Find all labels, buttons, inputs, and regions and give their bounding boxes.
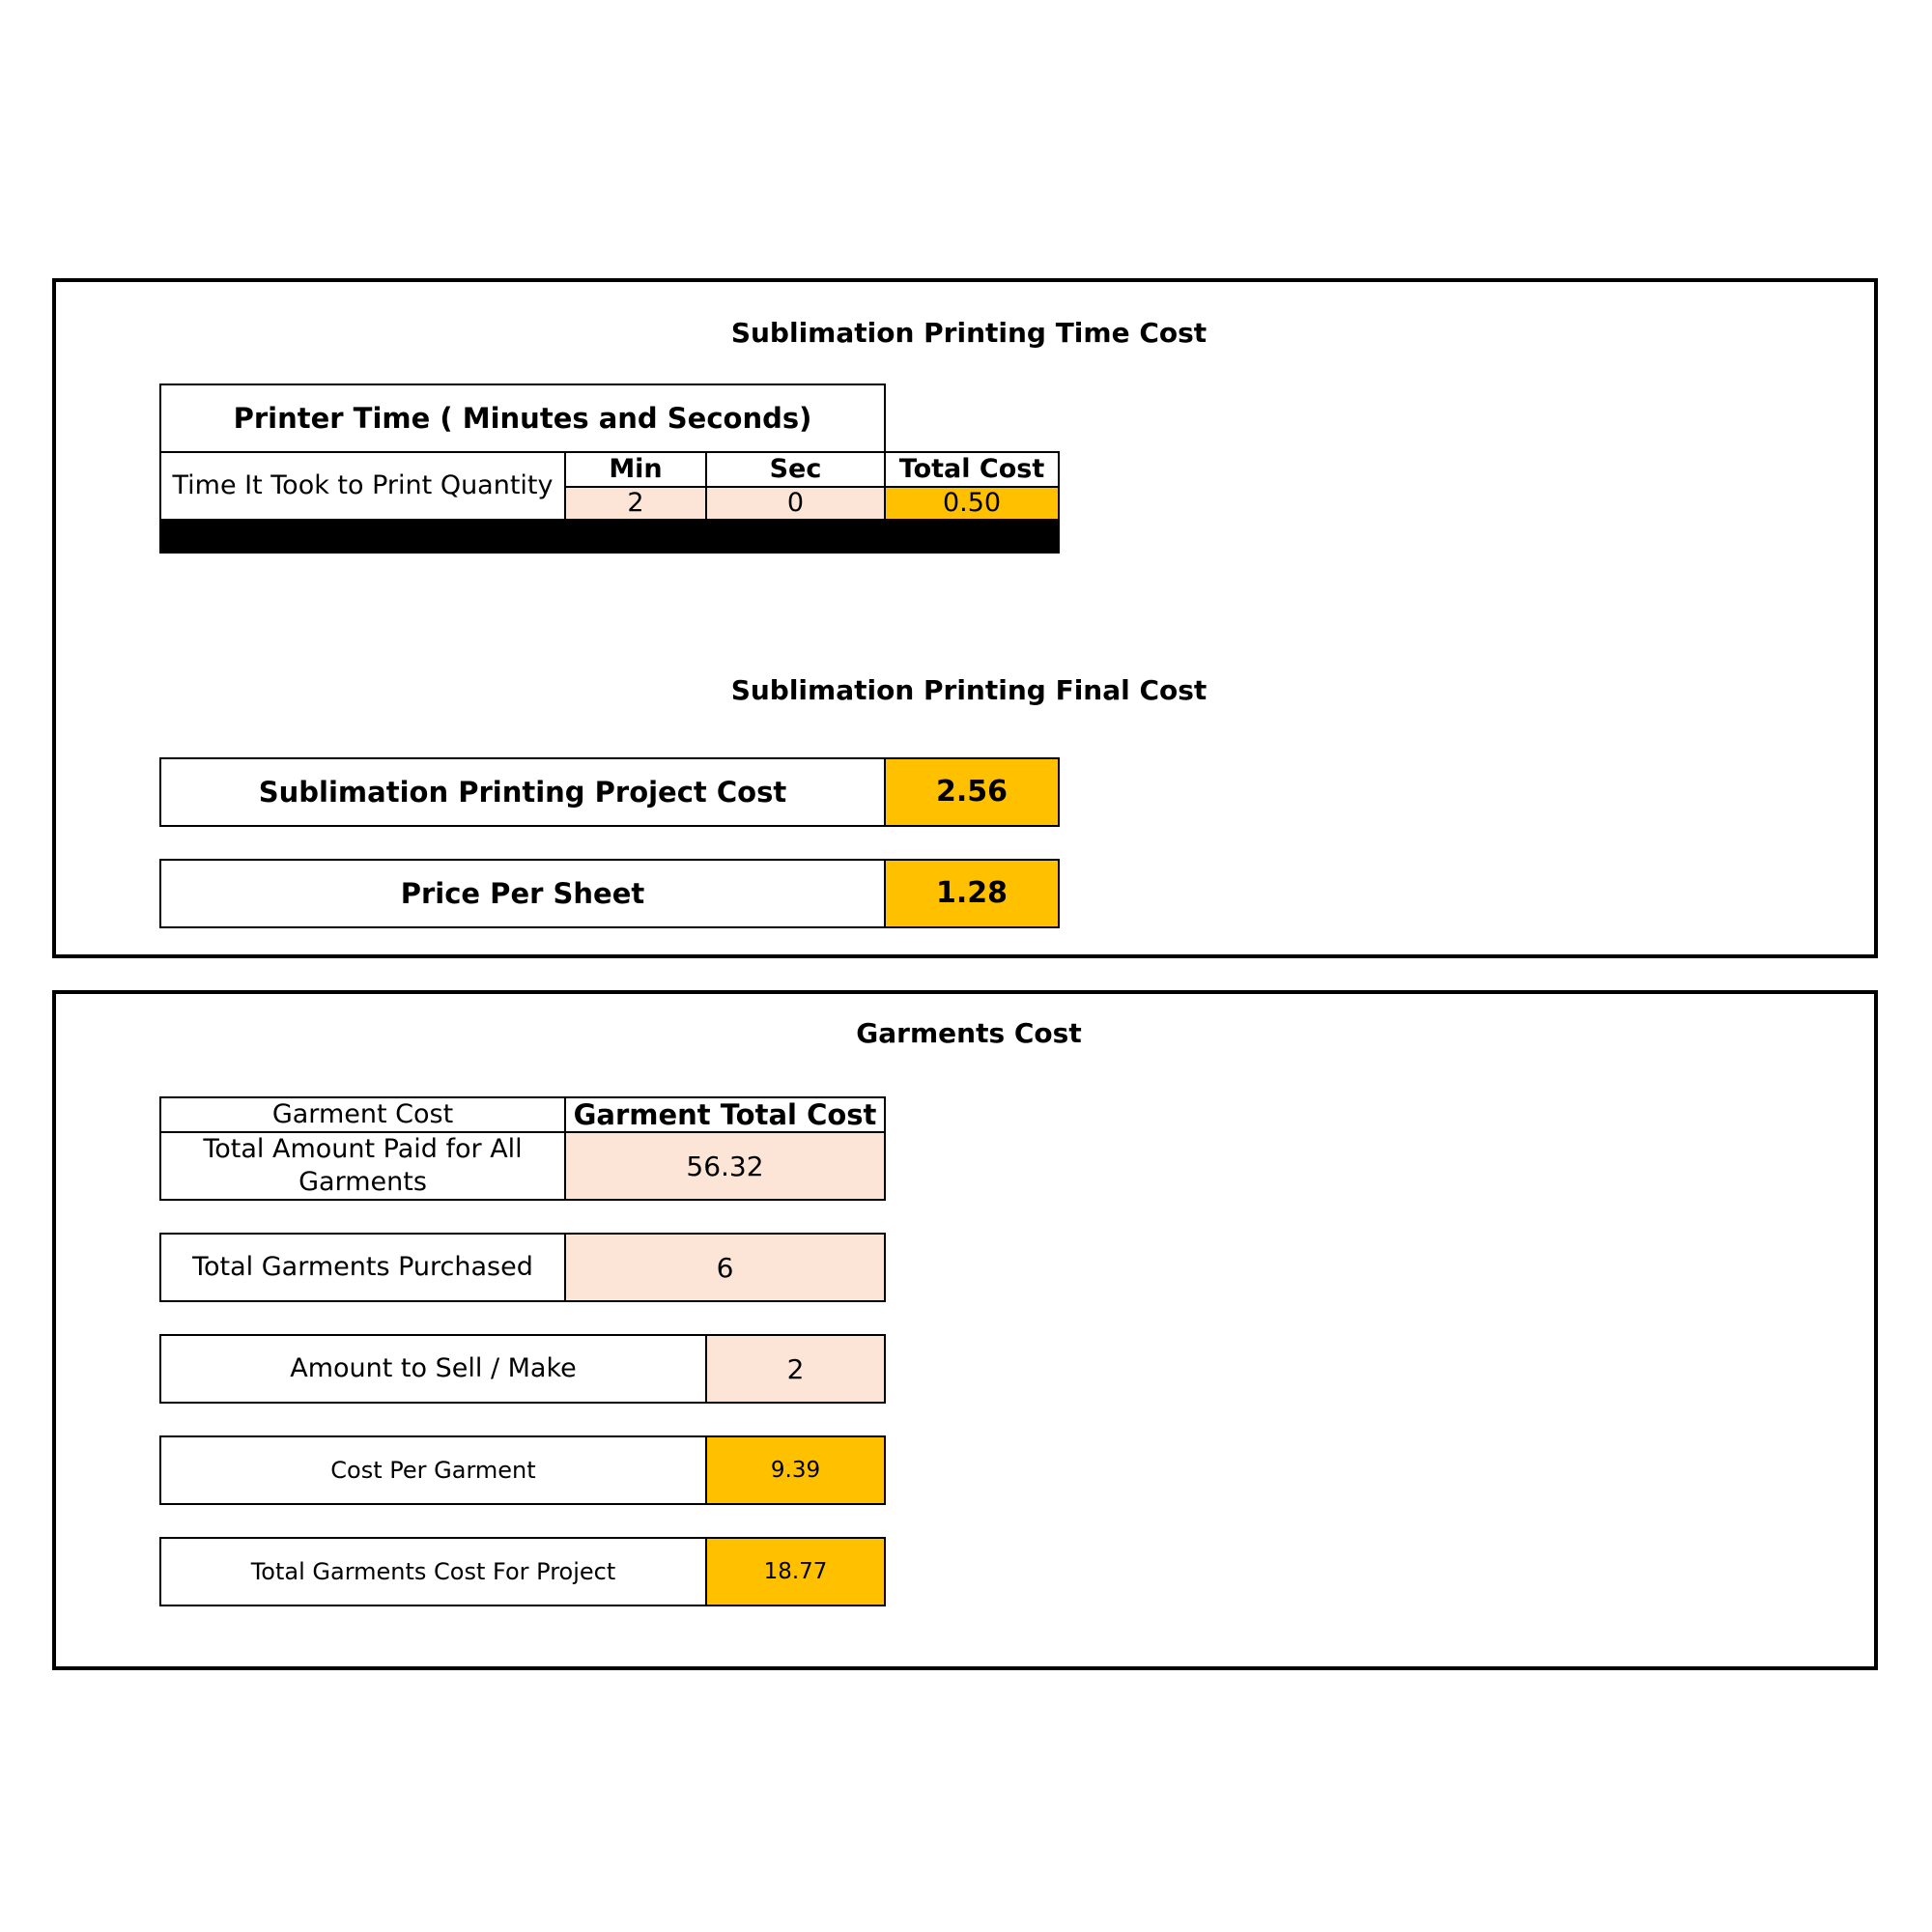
total-purchased-label: Total Garments Purchased	[159, 1233, 566, 1302]
total-paid-input[interactable]: 56.32	[564, 1131, 886, 1201]
amount-to-sell-input[interactable]: 2	[705, 1334, 886, 1404]
project-cost-value: 2.56	[884, 757, 1060, 827]
total-paid-label: Total Amount Paid for All Garments	[159, 1131, 566, 1201]
total-garments-cost-value: 18.77	[705, 1537, 886, 1606]
total-cost-value: 0.50	[884, 486, 1060, 521]
price-per-sheet-label: Price Per Sheet	[159, 859, 886, 928]
project-cost-label: Sublimation Printing Project Cost	[159, 757, 886, 827]
printing-time-title: Sublimation Printing Time Cost	[730, 317, 1208, 349]
sublimation-printing-panel	[52, 278, 1878, 958]
garments-cost-panel	[52, 990, 1878, 1670]
total-garments-cost-label: Total Garments Cost For Project	[159, 1537, 707, 1606]
sec-input[interactable]: 0	[705, 486, 886, 521]
amount-to-sell-label: Amount to Sell / Make	[159, 1334, 707, 1404]
final-cost-title: Sublimation Printing Final Cost	[730, 674, 1208, 706]
cost-per-garment-value: 9.39	[705, 1435, 886, 1505]
garment-total-cost-header: Garment Total Cost	[564, 1096, 886, 1133]
cost-per-garment-label: Cost Per Garment	[159, 1435, 707, 1505]
total-cost-header: Total Cost	[884, 451, 1060, 488]
black-divider-bar	[159, 519, 1060, 554]
total-purchased-input[interactable]: 6	[564, 1233, 886, 1302]
time-to-print-label: Time It Took to Print Quantity	[159, 451, 566, 521]
garments-cost-title: Garments Cost	[856, 1017, 1082, 1049]
printer-time-header: Printer Time ( Minutes and Seconds)	[159, 384, 886, 453]
min-header: Min	[564, 451, 707, 488]
min-input[interactable]: 2	[564, 486, 707, 521]
garment-cost-header: Garment Cost	[159, 1096, 566, 1133]
sec-header: Sec	[705, 451, 886, 488]
price-per-sheet-value: 1.28	[884, 859, 1060, 928]
